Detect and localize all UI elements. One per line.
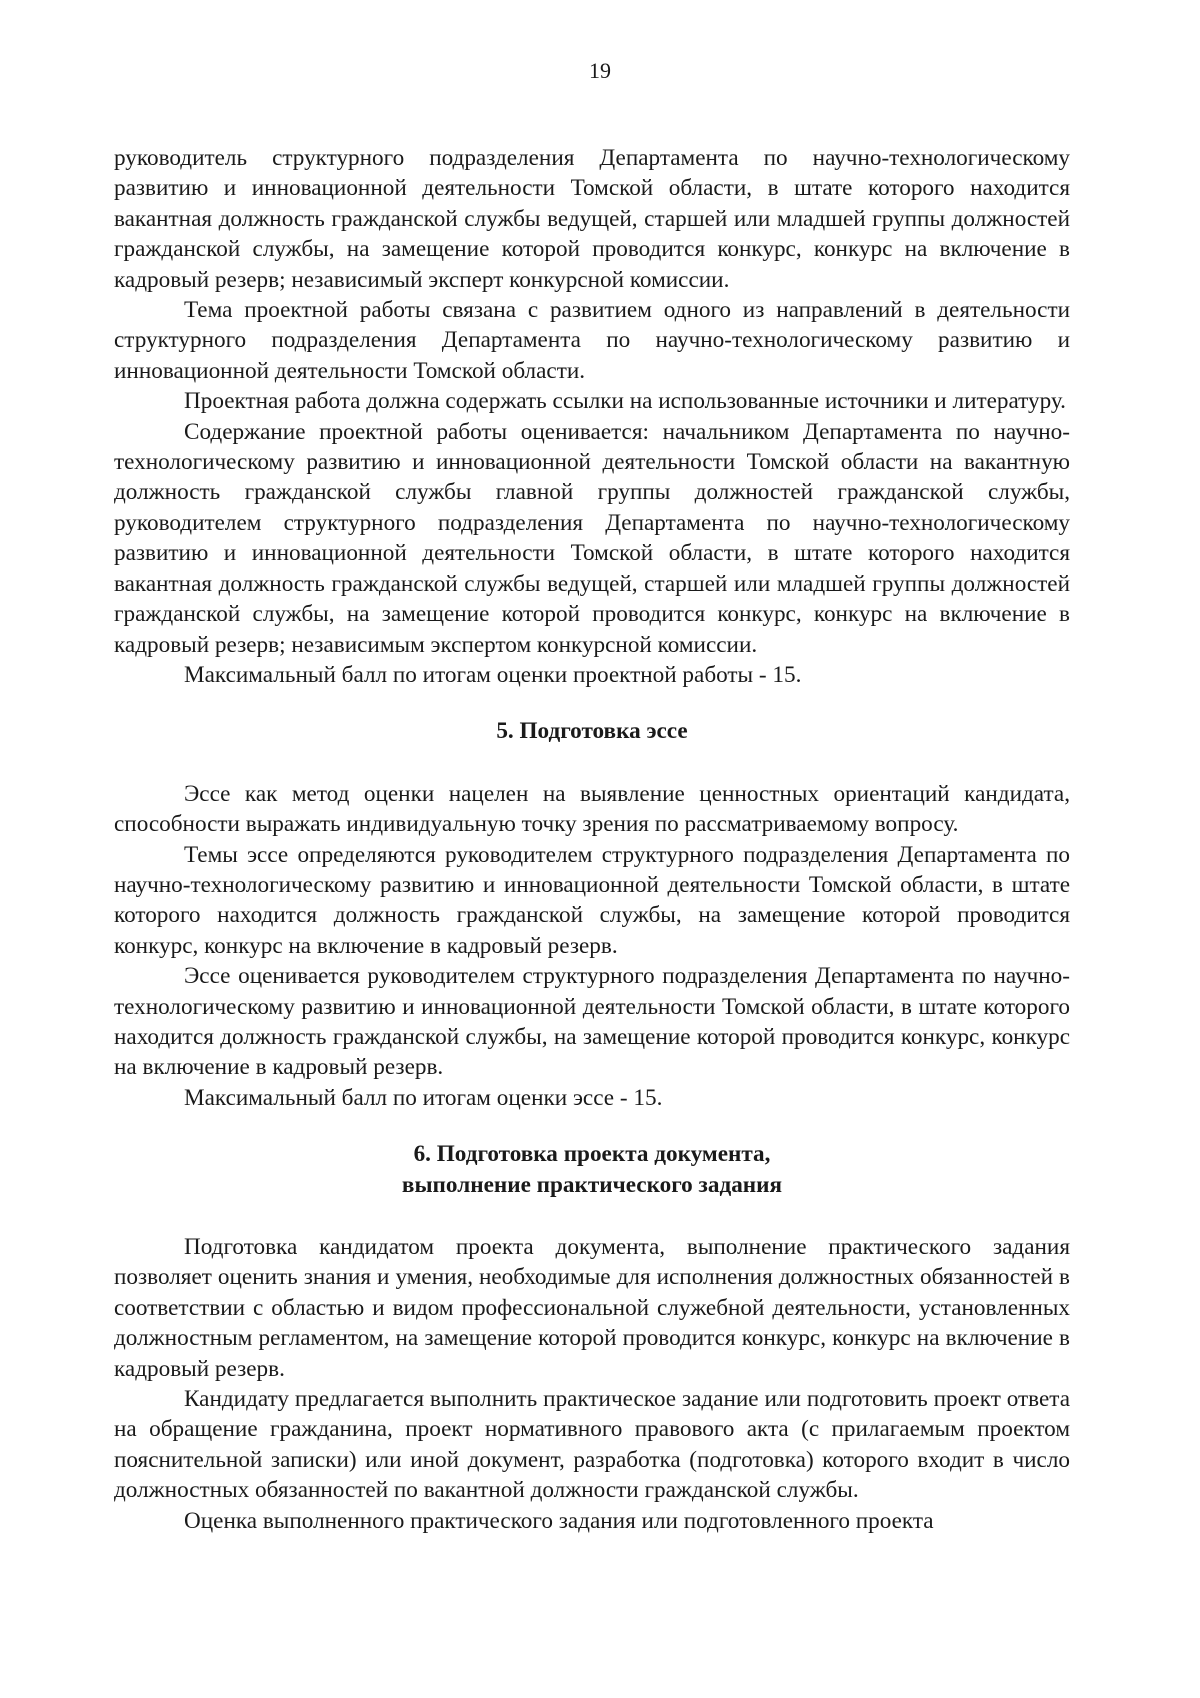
paragraph: Проектная работа должна содержать ссылки на использованные источники и литературу. — [184, 388, 1066, 415]
section-5-title — [114, 716, 1070, 746]
spacer — [114, 747, 1070, 779]
paragraph: Эссе как метод оценки нацелен на выявление ценностных ориентаций кандидата, способности выражать индивидуальную точку зрения по рассматриваемому вопросу. — [114, 780, 1070, 838]
spacer — [114, 1200, 1070, 1232]
paragraph: Максимальный балл по итогам оценки эссе - 15. — [184, 1084, 663, 1111]
spacer — [114, 1113, 1070, 1139]
section-6-title-line-1: 6. Подготовка проекта документа, — [413, 1141, 771, 1168]
paragraph: Эссе оценивается руководителем структурного подразделения Департамента по научно-технологическому развитию и инновационной деятельности Томской области, в штате которого находится должность гражданской службы, на замещение которой проводится конкурс, конкурс на включение в кадровый резерв. — [114, 963, 1070, 1081]
section-6-title — [114, 1139, 1070, 1200]
page-number: 19 — [589, 58, 611, 83]
spacer — [114, 690, 1070, 716]
paragraph: Кандидату предлагается выполнить практическое задание или подготовить проект ответа на обращение гражданина, проект нормативного правового акта (с прилагаемым проектом пояснительной записки) или иной документ, разработка (подготовка) которого входит в число должностных обязанностей по вакантной должности гражданской службы. — [114, 1386, 1070, 1504]
paragraph: Подготовка кандидатом проекта документа, выполнение практического задания позволяет оценить знания и умения, необходимые для исполнения должностных обязанностей в соответствии с областью и видом профессиональной служебной деятельности, установленных должностным регламентом, на замещение которой проводится конкурс, конкурс на включение в кадровый резерв. — [114, 1234, 1070, 1382]
paragraph: руководитель структурного подразделения Департамента по научно-технологическому развитию и инновационной деятельности Томской области, в штате которого находится вакантная должность гражданской службы ведущей, старшей или младшей группы должностей гражданской службы, на замещение которой проводится конкурс, конкурс на включение в кадровый резерв; независимый эксперт конкурсной комиссии. — [114, 145, 1070, 293]
document-body — [114, 143, 1070, 1536]
paragraph: Максимальный балл по итогам оценки проектной работы - 15. — [184, 661, 802, 688]
paragraph: Содержание проектной работы оценивается: начальником Департамента по научно-технологическому развитию и инновационной деятельности Томской области на вакантную должность гражданской службы главной группы должностей гражданской службы, руководителем структурного подразделения Департамента по научно-технологическому развитию и инновационной деятельности Томской области, в штате которого находится вакантная должность гражданской службы ведущей, старшей или младшей группы должностей гражданской службы, на замещение которой проводится конкурс, конкурс на включение в кадровый резерв; независимым экспертом конкурсной комиссии. — [114, 418, 1070, 658]
paragraph: Оценка выполненного практического задания или подготовленного проекта — [184, 1507, 934, 1534]
paragraph: Темы эссе определяются руководителем структурного подразделения Департамента по научно-технологическому развитию и инновационной деятельности Томской области, в штате которого находится должность гражданской службы, на замещение которой проводится конкурс, конкурс на включение в кадровый резерв. — [114, 841, 1070, 959]
section-6-title-line-2: выполнение практического задания — [401, 1171, 783, 1198]
section-5-title-text: 5. Подготовка эссе — [496, 718, 688, 745]
paragraph: Тема проектной работы связана с развитием одного из направлений в деятельности структурного подразделения Департамента по научно-технологическому развитию и инновационной деятельности Томской области. — [114, 297, 1070, 384]
